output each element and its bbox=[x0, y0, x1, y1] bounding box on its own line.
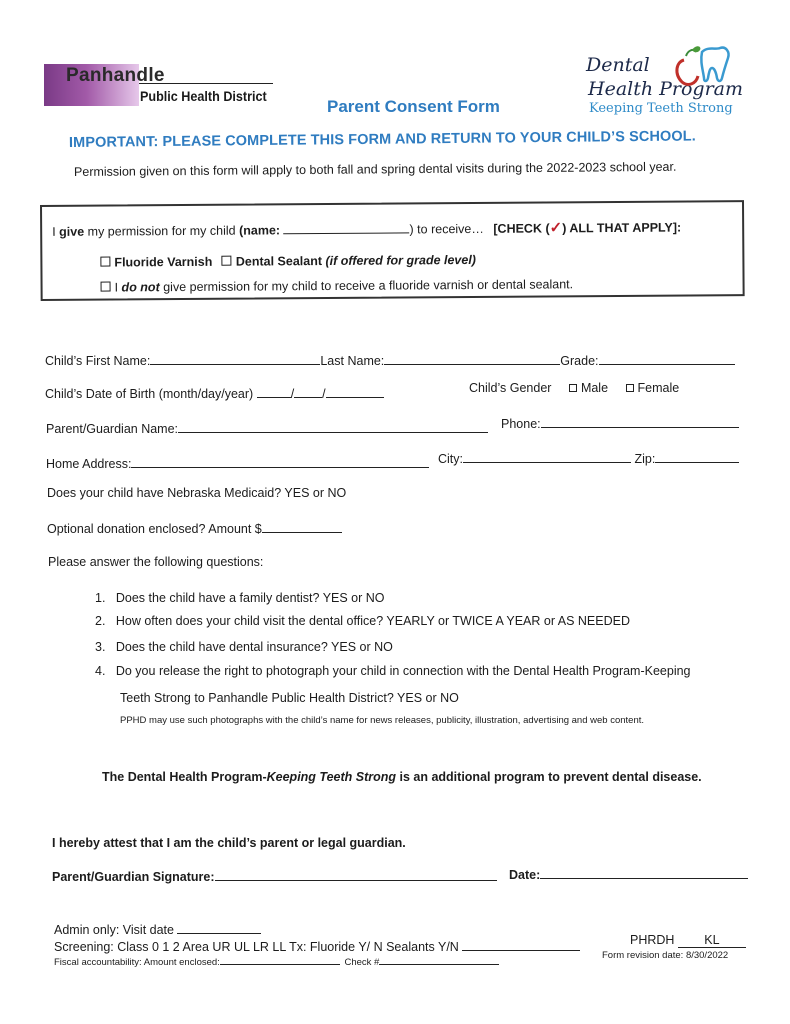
child-name-field[interactable] bbox=[283, 220, 409, 234]
permission-note: Permission given on this form will apply to both fall and spring dental visits during the 2022-2023 school year. bbox=[73, 159, 677, 179]
admin-visit-row: Admin only: Visit date bbox=[54, 921, 261, 937]
male-checkbox[interactable] bbox=[569, 384, 577, 392]
screening-row: Screening: Class 0 1 2 Area UR UL LR LL Tx: Fluoride Y/ N Sealants Y/N bbox=[54, 938, 580, 954]
signature-row: Parent/Guardian Signature: bbox=[52, 868, 497, 884]
question-4: 4. Do you release the right to photograph your child in connection with the Dental Health Program-Keeping bbox=[95, 664, 691, 678]
logo-panhandle: Panhandle bbox=[66, 65, 165, 86]
dob-month-field[interactable] bbox=[257, 385, 291, 398]
consent-permission-line: I give my permission for my child (name: ) to receive… [CHECK (✓) ALL THAT APPLY]: bbox=[52, 219, 682, 239]
gender-row: Child’s Gender Male Female bbox=[469, 381, 680, 395]
screening-field[interactable] bbox=[462, 938, 580, 951]
fluoride-varnish-label: Fluoride Varnish bbox=[114, 254, 213, 270]
child-name-row: Child’s First Name: Last Name: Grade: bbox=[45, 352, 735, 368]
deny-permission-checkbox[interactable] bbox=[101, 282, 111, 292]
phrdh-initials: KL bbox=[678, 933, 746, 948]
amount-enclosed-field[interactable] bbox=[220, 955, 340, 965]
questions-intro: Please answer the following questions: bbox=[48, 555, 264, 569]
attestation: I hereby attest that I am the child’s parent or legal guardian. bbox=[52, 836, 406, 850]
phrdh-row: PHRDH KL bbox=[630, 933, 746, 948]
photo-usage-note: PPHD may use such photographs with the child’s name for news releases, publicity, illustration, advertising and web content. bbox=[120, 715, 645, 726]
city-field[interactable] bbox=[463, 450, 631, 463]
give-label: give bbox=[59, 224, 85, 239]
fiscal-row: Fiscal accountability: Amount enclosed: Check # bbox=[54, 955, 499, 968]
consent-section bbox=[40, 200, 745, 301]
date-field[interactable] bbox=[540, 866, 748, 879]
address-row: Home Address: bbox=[46, 455, 429, 471]
phone-row: Phone: bbox=[501, 415, 739, 431]
zip-field[interactable] bbox=[655, 450, 739, 463]
program-logo-health: Health Program bbox=[588, 78, 744, 100]
address-field[interactable] bbox=[131, 455, 429, 468]
dental-sealant-checkbox[interactable] bbox=[222, 256, 232, 266]
program-logo-tagline: Keeping Teeth Strong bbox=[589, 101, 733, 116]
first-name-field[interactable] bbox=[150, 352, 320, 365]
question-3: 3. Does the child have dental insurance? YES or NO bbox=[95, 640, 393, 654]
fluoride-varnish-checkbox[interactable] bbox=[100, 257, 110, 267]
program-statement: The Dental Health Program-Keeping Teeth Strong is an additional program to prevent dental disease. bbox=[102, 770, 702, 784]
important-notice: IMPORTANT: PLEASE COMPLETE THIS FORM AND RETURN TO YOUR CHILD’S SCHOOL. bbox=[68, 128, 696, 151]
dob-row: Child’s Date of Birth (month/day/year) / / bbox=[45, 385, 384, 401]
question-2: 2. How often does your child visit the dental office? YEARLY or TWICE A YEAR or AS NEEDED bbox=[95, 614, 631, 628]
treatment-options: Fluoride Varnish Dental Sealant (if offered for grade level) bbox=[100, 253, 476, 270]
phone-field[interactable] bbox=[541, 415, 739, 428]
revision-date: Form revision date: 8/30/2022 bbox=[602, 950, 729, 961]
parent-name-row: Parent/Guardian Name: bbox=[46, 420, 488, 436]
donation-row: Optional donation enclosed? Amount $ bbox=[47, 520, 342, 536]
checkmark-icon: ✓ bbox=[549, 219, 563, 237]
program-logo-dental: Dental bbox=[586, 54, 650, 76]
dob-year-field[interactable] bbox=[326, 385, 384, 398]
dob-day-field[interactable] bbox=[294, 385, 322, 398]
parent-name-field[interactable] bbox=[178, 420, 488, 433]
grade-field[interactable] bbox=[599, 352, 735, 365]
tooth-apple-icon bbox=[668, 44, 732, 88]
check-number-field[interactable] bbox=[379, 955, 499, 965]
visit-date-field[interactable] bbox=[177, 921, 261, 934]
question-1: 1. Does the child have a family dentist? YES or NO bbox=[95, 591, 385, 605]
logo-district: Public Health District bbox=[140, 88, 267, 104]
question-4-continued: Teeth Strong to Panhandle Public Health District? YES or NO bbox=[120, 691, 459, 705]
dental-sealant-label: Dental Sealant bbox=[235, 254, 323, 269]
signature-field[interactable] bbox=[215, 868, 497, 881]
female-checkbox[interactable] bbox=[626, 384, 634, 392]
last-name-field[interactable] bbox=[384, 352, 560, 365]
date-row: Date: bbox=[509, 866, 748, 882]
donation-amount-field[interactable] bbox=[262, 520, 342, 533]
page-title: Parent Consent Form bbox=[327, 97, 500, 116]
deny-option: I do not give permission for my child to receive a fluoride varnish or dental sealant. bbox=[101, 277, 574, 294]
city-zip-row: City: Zip: bbox=[438, 450, 739, 466]
medicaid-question: Does your child have Nebraska Medicaid? YES or NO bbox=[47, 486, 347, 500]
